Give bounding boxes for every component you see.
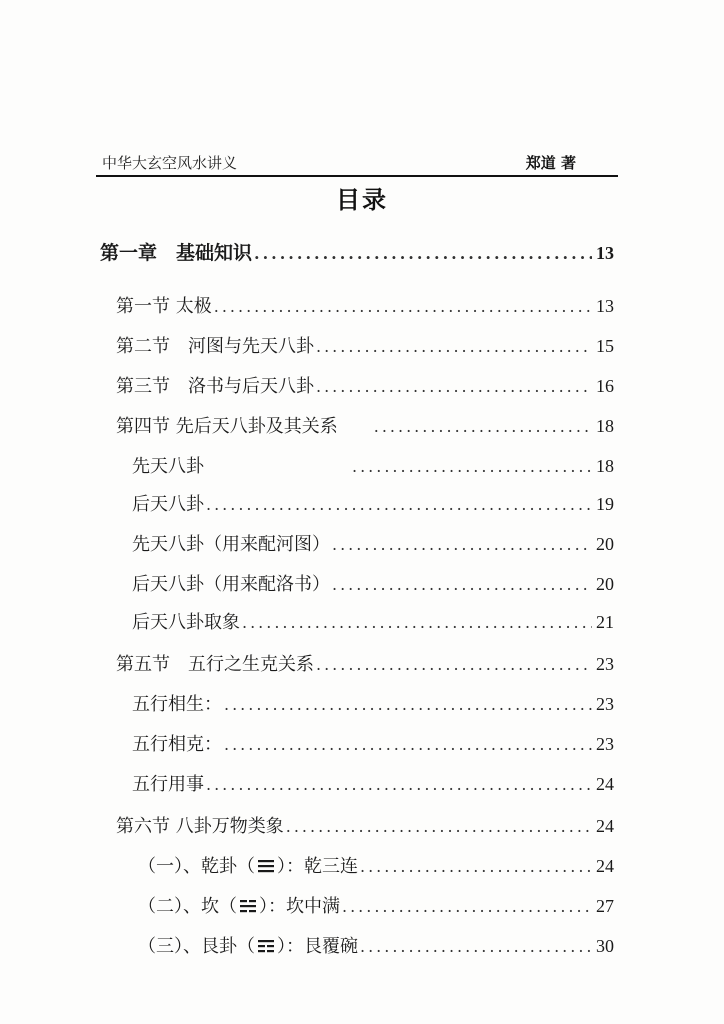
dot-leader (206, 775, 592, 794)
label-prefix: （三）、艮卦（ (138, 936, 255, 957)
label-prefix: （二）、坎（ (138, 896, 237, 917)
toc-entry-page: 15 (596, 336, 614, 356)
toc-entry-label: 先天八卦 (132, 456, 204, 477)
dot-leader (214, 297, 592, 316)
toc-entry-label: 第一章 基础知识 (100, 242, 253, 264)
toc-entry-label: 后天八卦 (132, 494, 204, 515)
label-prefix: （一）、乾卦（ (138, 856, 255, 877)
toc-entry-label (138, 852, 358, 878)
toc-entry-page: 23 (596, 654, 614, 674)
toc-entry-page: 19 (596, 494, 614, 514)
page-title: 目录 (336, 185, 388, 214)
toc-entry-section-2[interactable] (116, 332, 614, 358)
toc-entry-label: 后天八卦取象 (132, 612, 240, 633)
author-name: 郑道 著 (525, 154, 576, 172)
toc-entry-page: 16 (596, 376, 614, 396)
toc-entry-qian[interactable] (138, 852, 614, 878)
dot-leader (332, 535, 592, 554)
toc-entry-label (138, 932, 358, 958)
toc-entry-label: 第二节 河图与先天八卦 (116, 336, 314, 357)
dot-leader (360, 857, 592, 876)
toc-entry-gen[interactable] (138, 932, 614, 958)
toc-entry-label: 第一节 太极 (116, 296, 212, 317)
toc-entry-label: 第四节 先后天八卦及其关系 (116, 416, 338, 437)
toc-entry-kan[interactable] (138, 892, 614, 918)
toc-entry-label: 第三节 洛书与后天八卦 (116, 376, 314, 397)
toc-entry-label: 五行相克： (132, 734, 222, 755)
dot-leader (286, 817, 592, 836)
dot-leader (242, 613, 592, 632)
toc-entry-page: 20 (596, 574, 614, 594)
toc-entry-page: 21 (596, 612, 614, 632)
toc-entry-label: 五行用事 (132, 774, 204, 795)
book-title: 中华大玄空风水讲义 (102, 154, 238, 172)
toc-entry-page: 23 (596, 734, 614, 754)
toc-entry-label: 第五节 五行之生克关系 (116, 654, 314, 675)
toc-entry-page: 24 (596, 774, 614, 794)
dot-leader (316, 377, 592, 396)
toc-entry-xiantian[interactable] (132, 452, 614, 478)
toc-entry-section-1[interactable] (116, 292, 614, 318)
toc-entry-wuxing-xiangke[interactable] (132, 730, 614, 756)
toc-entry-label: 五行相生： (132, 694, 222, 715)
toc-entry-page: 27 (596, 896, 614, 916)
toc-entry-section-5[interactable] (116, 650, 614, 676)
toc-entry-page: 18 (596, 456, 614, 476)
kan-trigram-icon (239, 899, 257, 913)
toc-entry-houtian-luoshu[interactable] (132, 570, 614, 596)
toc-entry-page: 20 (596, 534, 614, 554)
dot-leader (374, 417, 592, 436)
label-suffix: ）：乾三连 (277, 856, 358, 877)
dot-leader (224, 735, 592, 754)
dot-leader (342, 897, 592, 916)
toc-entry-wuxing-yongshi[interactable] (132, 770, 614, 796)
toc-entry-wuxing-xiangsheng[interactable] (132, 690, 614, 716)
label-suffix: ）：艮覆碗 (277, 936, 358, 957)
dot-leader (206, 495, 592, 514)
toc-entry-houtian[interactable] (132, 490, 614, 516)
toc-entry-houtian-quxiang[interactable] (132, 608, 614, 634)
toc-entry-page: 13 (596, 243, 614, 263)
dot-leader (316, 337, 592, 356)
dot-leader (360, 937, 592, 956)
toc-entry-xiantian-hetu[interactable] (132, 530, 614, 556)
toc-entry-label: 先天八卦（用来配河图） (132, 534, 330, 555)
toc-entry-page: 13 (596, 296, 614, 316)
dot-leader (254, 244, 592, 263)
toc-entry-section-3[interactable] (116, 372, 614, 398)
toc-entry-label: 后天八卦（用来配洛书） (132, 574, 330, 595)
dot-leader (352, 457, 592, 476)
toc-entry-page: 24 (596, 856, 614, 876)
qian-trigram-icon (257, 859, 275, 873)
toc-entry-section-6[interactable] (116, 812, 614, 838)
dot-leader (316, 655, 592, 674)
toc-entry-label: 第六节 八卦万物类象 (116, 816, 284, 837)
toc-entry-chapter-1[interactable] (100, 238, 614, 265)
dot-leader (224, 695, 592, 714)
toc-entry-page: 30 (596, 936, 614, 956)
toc-entry-page: 24 (596, 816, 614, 836)
label-suffix: ）：坎中满 (259, 896, 340, 917)
toc-entry-label (138, 892, 340, 918)
toc-entry-page: 18 (596, 416, 614, 436)
toc-entry-page: 23 (596, 694, 614, 714)
gen-trigram-icon (257, 939, 275, 953)
toc-entry-section-4[interactable] (116, 412, 614, 438)
dot-leader (332, 575, 592, 594)
